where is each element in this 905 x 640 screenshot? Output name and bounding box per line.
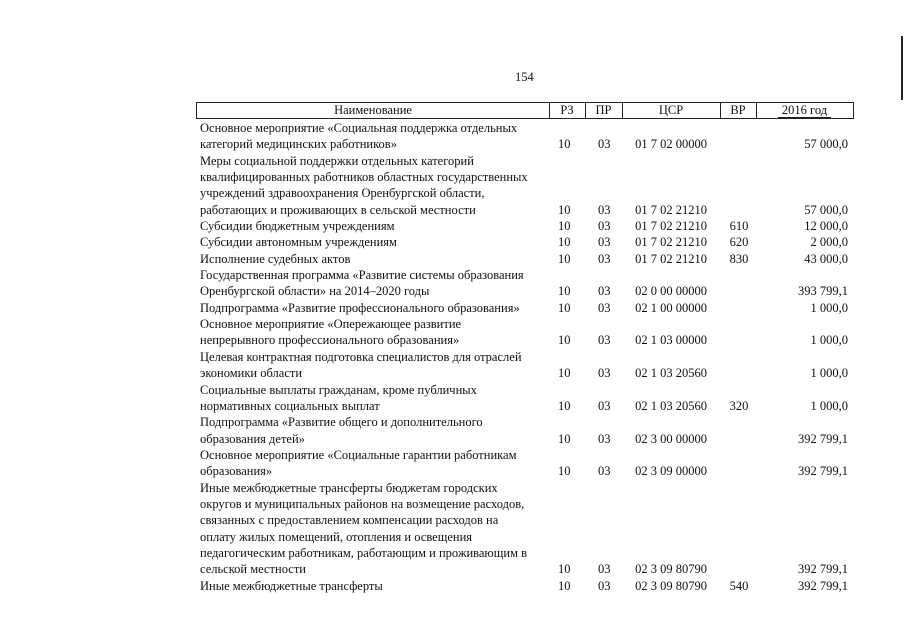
row-name-line: сельской местности (200, 562, 306, 577)
cell-rz: 10 (558, 431, 571, 446)
cell-pr: 03 (598, 202, 611, 217)
row-name-line: Основное мероприятие «Опережающее развитие (200, 317, 462, 332)
cell-rz: 10 (558, 333, 571, 348)
header-year (756, 103, 853, 118)
cell-amount: 1 000,0 (810, 333, 848, 348)
header-name: Наименование (197, 103, 550, 118)
cell-rz: 10 (558, 235, 571, 250)
cell-vr (724, 300, 754, 316)
row-name (200, 153, 540, 218)
cell-pr: 03 (598, 578, 611, 593)
cell-vr: 620 (729, 235, 749, 250)
cell-amount: 392 799,1 (798, 431, 848, 446)
row-name (200, 578, 540, 594)
cell-csr: 02 0 00 00000 (635, 284, 707, 299)
cell-rz: 10 (558, 398, 571, 413)
table-row (196, 382, 854, 415)
table-row (196, 153, 854, 218)
row-name (200, 480, 540, 578)
cell-csr: 01 7 02 21210 (635, 219, 707, 234)
row-name-line: образования детей» (200, 431, 305, 446)
cell-pr: 03 (598, 284, 611, 299)
cell-rz: 10 (558, 366, 571, 381)
cell-pr: 03 (598, 235, 611, 250)
cell-csr: 02 1 03 20560 (635, 398, 707, 413)
cell-csr: 02 3 09 80790 (635, 578, 707, 593)
row-name-line: категорий медицинских работников» (200, 137, 397, 152)
row-name (200, 218, 540, 234)
header-rz: РЗ (549, 103, 586, 118)
table-row (196, 218, 854, 234)
cell-pr: 03 (598, 137, 611, 152)
row-name-line: квалифицированных работников областных государственных (200, 170, 528, 185)
cell-amount: 1 000,0 (810, 398, 848, 413)
cell-vr (724, 283, 754, 299)
cell-rz: 10 (558, 137, 571, 152)
cell-csr: 01 7 02 21210 (635, 251, 707, 266)
table-row (196, 480, 854, 578)
row-name (200, 316, 540, 349)
cell-pr: 03 (598, 398, 611, 413)
cell-amount: 1 000,0 (810, 300, 848, 315)
cell-rz: 10 (558, 202, 571, 217)
table-row (196, 251, 854, 267)
cell-vr (724, 561, 754, 577)
cell-vr (724, 431, 754, 447)
table-body (196, 120, 854, 594)
row-name-line: Субсидии бюджетным учреждениям (200, 219, 395, 234)
header-csr: ЦСР (622, 103, 721, 118)
cell-amount: 392 799,1 (798, 562, 848, 577)
cell-vr (724, 332, 754, 348)
row-name (200, 120, 540, 153)
table-row (196, 234, 854, 250)
table-row (196, 120, 854, 153)
table-row (196, 316, 854, 349)
cell-rz: 10 (558, 284, 571, 299)
cell-pr: 03 (598, 431, 611, 446)
cell-pr: 03 (598, 219, 611, 234)
page-number: 154 (515, 70, 534, 84)
cell-rz: 10 (558, 219, 571, 234)
cell-vr: 320 (729, 398, 749, 413)
cell-rz: 10 (558, 578, 571, 593)
table-row (196, 267, 854, 300)
row-name-line: Иные межбюджетные трансферты (200, 578, 383, 593)
row-name-line: педагогическим работникам, работающим и проживающим в (200, 545, 528, 560)
cell-vr (724, 463, 754, 479)
cell-csr: 02 1 03 00000 (635, 333, 707, 348)
header-vr: ВР (720, 103, 757, 118)
cell-vr: 540 (729, 578, 749, 593)
row-name (200, 267, 540, 300)
row-name-line: экономики области (200, 366, 303, 381)
row-name-line: Исполнение судебных актов (200, 251, 351, 266)
row-name-line: Социальные выплаты гражданам, кроме публичных (200, 382, 477, 397)
cell-csr: 01 7 02 21210 (635, 202, 707, 217)
table-row (196, 349, 854, 382)
row-name-line: Основное мероприятие «Социальная поддержка отдельных (200, 121, 518, 135)
table-row (196, 300, 854, 316)
table-row (196, 447, 854, 480)
row-name-line: связанных с предоставлением компенсации расходов на (200, 513, 499, 528)
row-name-line: Субсидии автономным учреждениям (200, 235, 397, 250)
cell-pr: 03 (598, 366, 611, 381)
cell-csr: 02 1 03 20560 (635, 366, 707, 381)
cell-amount: 12 000,0 (804, 219, 848, 234)
cell-rz: 10 (558, 251, 571, 266)
cell-csr: 02 3 09 80790 (635, 562, 707, 577)
row-name-line: Целевая контрактная подготовка специалистов для отраслей (200, 349, 522, 364)
cell-amount: 43 000,0 (804, 251, 848, 266)
header-year-label: 2016 год (778, 103, 831, 118)
row-name-line: Иные межбюджетные трансферты бюджетам городских (200, 480, 498, 495)
cell-pr: 03 (598, 251, 611, 266)
cell-csr: 02 3 09 00000 (635, 464, 707, 479)
cell-rz: 10 (558, 300, 571, 315)
cell-amount: 57 000,0 (804, 202, 848, 217)
cell-csr: 01 7 02 21210 (635, 235, 707, 250)
row-name-line: Основное мероприятие «Социальные гарантии работникам (200, 447, 517, 462)
row-name-line: Государственная программа «Развитие системы образования (200, 268, 524, 283)
row-name-line: Подпрограмма «Развитие общего и дополнительного (200, 415, 483, 430)
cell-vr (724, 202, 754, 218)
cell-pr: 03 (598, 464, 611, 479)
cell-rz: 10 (558, 562, 571, 577)
cell-amount: 392 799,1 (798, 578, 848, 593)
header-pr: ПР (585, 103, 623, 118)
row-name-line: Меры социальной поддержки отдельных категорий (200, 153, 474, 168)
row-name-line: работающих и проживающих в сельской местности (200, 202, 476, 217)
row-name-line: Подпрограмма «Развитие профессионального образования» (200, 300, 520, 315)
cell-amount: 1 000,0 (810, 366, 848, 381)
row-name-line: нормативных социальных выплат (200, 398, 380, 413)
table-header (196, 102, 854, 119)
cell-vr: 610 (729, 219, 749, 234)
row-name-line: оплату жилых помещений, отопления и освещения (200, 529, 473, 544)
scan-edge-line (901, 36, 903, 100)
row-name (200, 349, 540, 382)
row-name (200, 447, 540, 480)
cell-csr: 02 3 00 00000 (635, 431, 707, 446)
row-name-line: образования» (200, 464, 273, 479)
row-name (200, 234, 540, 250)
table-row (196, 578, 854, 594)
cell-vr: 830 (729, 251, 749, 266)
row-name (200, 382, 540, 415)
cell-amount: 57 000,0 (804, 137, 848, 152)
cell-pr: 03 (598, 562, 611, 577)
cell-amount: 2 000,0 (810, 235, 848, 250)
cell-amount: 392 799,1 (798, 464, 848, 479)
row-name (200, 251, 540, 267)
row-name (200, 414, 540, 447)
row-name (200, 300, 540, 316)
row-name-line: непрерывного профессионального образования» (200, 333, 460, 348)
cell-csr: 02 1 00 00000 (635, 300, 707, 315)
cell-pr: 03 (598, 333, 611, 348)
table-row (196, 414, 854, 447)
row-name-line: учреждений здравоохранения Оренбургской области, (200, 186, 485, 201)
cell-csr: 01 7 02 00000 (635, 137, 707, 152)
row-name-line: Оренбургской области» на 2014–2020 годы (200, 284, 430, 299)
cell-vr (724, 365, 754, 381)
cell-vr (724, 136, 754, 152)
row-name-line: округов и муниципальных районов на возмещение расходов, (200, 496, 525, 511)
cell-amount: 393 799,1 (798, 284, 848, 299)
cell-rz: 10 (558, 464, 571, 479)
cell-pr: 03 (598, 300, 611, 315)
